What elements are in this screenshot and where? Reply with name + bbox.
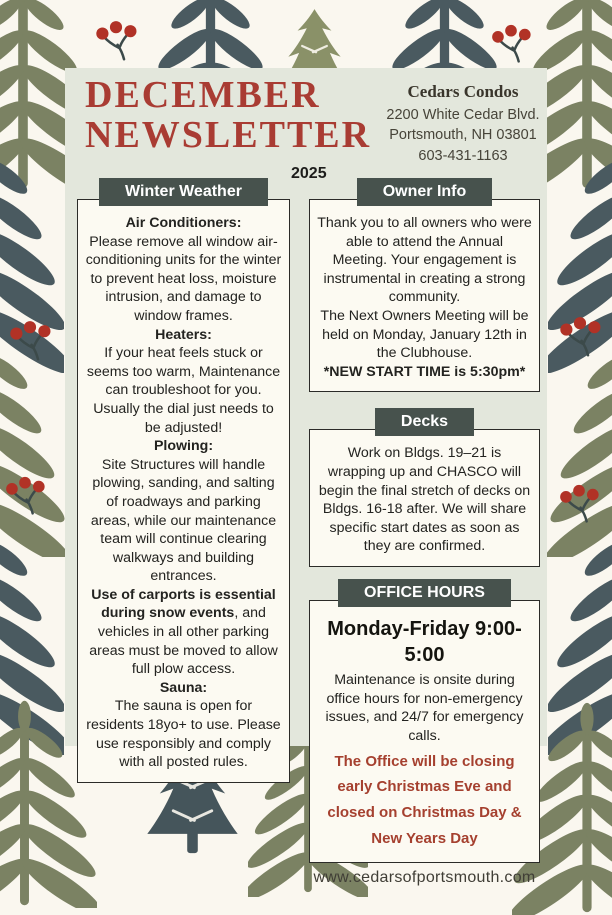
address-line-1: 2200 White Cedar Blvd. [386,107,540,123]
address-line-2: Portsmouth, NH 03801 [389,127,537,144]
contact-block [375,82,551,166]
owner-paragraph: Thank you to all owners who were able to attend the Annual Meeting. Your engagement is instrumental in creating a strong community. [317,215,532,306]
berry-sprig-icon [92,16,140,64]
carports-rest-text: , and vehicles in all other parking areas must be moved to allow full plow access. [89,605,278,678]
content-columns [77,178,540,887]
office-hours-times: Monday-Friday 9:00-5:00 [327,617,522,667]
item-body: Site Structures will handle plowing, sanding, and salting of roadways and parking areas, while our maintenance team will continue clearing walkways and building entrances. [90,456,277,585]
office-hours-body: Maintenance is onsite during office hours for non-emergency issues, and 24/7 for emergency calls. [325,672,524,745]
owner-info-box [309,199,540,392]
newsletter-panel [65,68,547,886]
newsletter-year: 2025 [291,165,327,182]
info-item [85,326,282,438]
info-item [85,437,282,586]
owner-info-header: Owner Info [357,178,493,206]
item-heading: Air Conditioners: [125,215,242,231]
owner-paragraph: The Next Owners Meeting will be held on Monday, January 12th in the Clubhouse. [320,307,529,362]
office-hours-box [309,600,540,863]
left-column [77,178,290,887]
phone-number: 603-431-1163 [418,147,508,164]
carports-note [85,586,282,679]
page-title [85,76,371,155]
title-line-1: DECEMBER [85,74,321,116]
office-hours-section [309,579,540,863]
decks-body: Work on Bldgs. 19–21 is wrapping up and CHASCO will begin the final stretch of decks on Bldgs. 16-18 after. We will share specific start dates as soon as they are confirmed. [318,445,531,555]
title-line-2: NEWSLETTER [85,113,372,156]
decks-box [309,429,540,567]
right-column [309,178,540,887]
holiday-closure-notice: The Office will be closing early Christmas Eve and closed on Christmas Day & New Years Day [327,752,522,848]
item-body: Please remove all window air-conditioning units for the winter to prevent heat loss, moisture intrusion, and damage to window frames. [85,233,282,324]
item-body: If your heat feels stuck or seems too warm, Maintenance can troubleshoot for you. Usually the dial just needs to be adjusted! [86,345,281,436]
item-body: The sauna is open for residents 18yo+ to use. Please use responsibly and comply with all posted rules. [86,698,281,771]
item-heading: Plowing: [153,438,214,455]
new-start-time-note: *NEW START TIME is 5:30pm* [323,363,526,380]
organization-name: Cedars Condos [407,82,519,101]
info-item [85,679,282,772]
item-heading: Heaters: [155,326,212,343]
decks-section [309,408,540,567]
decks-header: Decks [375,408,474,436]
winter-weather-section [77,178,290,783]
winter-weather-header: Winter Weather [99,178,268,206]
website-link[interactable]: www.cedarsofportsmouth.com [313,868,536,886]
winter-weather-box [77,199,290,783]
carports-bold-text: Use of carports is essential during snow events [91,586,276,622]
info-item [85,214,282,326]
office-hours-header: OFFICE HOURS [338,579,511,607]
item-heading: Sauna: [159,679,208,696]
owner-info-section [309,178,540,392]
